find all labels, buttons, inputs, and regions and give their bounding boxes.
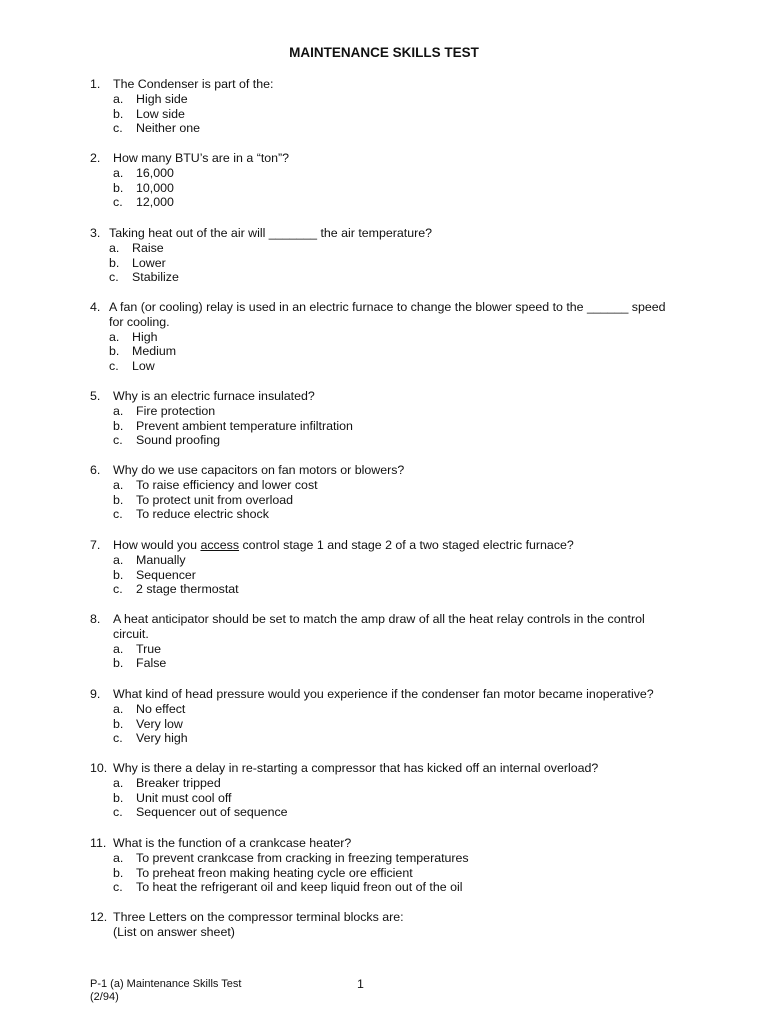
option-text: Raise	[132, 240, 164, 255]
question-number: 9.	[90, 687, 101, 701]
question-stem: What kind of head pressure would you experience if the condenser fan motor became inoperative?	[113, 687, 654, 701]
option	[90, 731, 690, 746]
option	[90, 717, 690, 732]
option	[90, 359, 690, 374]
option	[90, 256, 690, 271]
question-9	[90, 687, 690, 746]
document-title: MAINTENANCE SKILLS TEST	[289, 45, 479, 60]
option-letter: a.	[113, 403, 124, 418]
question-8	[90, 612, 690, 671]
option-letter: c.	[113, 731, 123, 746]
question-stem-continued: (List on answer sheet)	[113, 924, 235, 939]
option-text: Manually	[136, 552, 186, 567]
option	[90, 507, 690, 522]
option	[90, 404, 690, 419]
footer-line: P-1 (a) Maintenance Skills Test	[90, 978, 242, 990]
footer-label	[90, 978, 241, 1004]
option	[90, 166, 690, 181]
question-1	[90, 77, 690, 136]
option-text: To reduce electric shock	[136, 507, 269, 522]
option-text: Neither one	[136, 121, 201, 136]
option-letter: b.	[113, 418, 124, 433]
option-text: Sequencer out of sequence	[136, 805, 288, 820]
option-text: 10,000	[136, 180, 174, 195]
question-12	[90, 910, 690, 940]
option	[90, 702, 690, 717]
option	[90, 656, 690, 671]
option-text: Breaker tripped	[136, 775, 221, 790]
question-stem: How many BTU’s are in a “ton”?	[113, 151, 290, 165]
underlined-word: access	[200, 538, 240, 552]
question-stem: Why is an electric furnace insulated?	[113, 389, 315, 403]
option	[90, 880, 690, 895]
option-text: Low side	[136, 106, 185, 121]
option-text: True	[136, 641, 162, 656]
question-4	[90, 300, 690, 374]
option-letter: a.	[109, 240, 120, 255]
option	[90, 92, 690, 107]
question-2	[90, 151, 690, 210]
option	[90, 419, 690, 434]
option-letter: c.	[113, 433, 123, 448]
option	[90, 866, 690, 881]
question-stem: What is the function of a crankcase heater?	[113, 836, 352, 850]
option-letter: b.	[113, 567, 124, 582]
question-number: 4.	[90, 300, 101, 314]
option-text: 2 stage thermostat	[136, 582, 239, 597]
question-stem: Why do we use capacitors on fan motors or blowers?	[113, 463, 405, 477]
question-number: 10.	[90, 761, 108, 775]
question-stem-part: control stage 1 and stage 2 of a two staged electric furnace?	[239, 538, 574, 552]
question-number: 12.	[90, 910, 108, 924]
option-text: Very high	[136, 731, 188, 746]
question-number: 3.	[90, 226, 101, 240]
option-letter: b.	[113, 492, 124, 507]
question-3	[90, 226, 690, 285]
option-letter: c.	[113, 507, 123, 522]
option-letter: c.	[109, 270, 119, 285]
option-letter: a.	[113, 552, 124, 567]
option-text: 16,000	[136, 165, 174, 180]
question-number: 1.	[90, 77, 101, 91]
question-5	[90, 389, 690, 448]
option	[90, 478, 690, 493]
option-text: False	[136, 656, 167, 671]
option	[90, 805, 690, 820]
option-text: Prevent ambient temperature infiltration	[136, 418, 353, 433]
option-text: Medium	[132, 344, 177, 359]
option-letter: b.	[113, 106, 124, 121]
option-letter: c.	[113, 195, 123, 210]
question-6	[90, 463, 690, 522]
option	[90, 195, 690, 210]
option-letter: c.	[109, 359, 119, 374]
option-letter: c.	[113, 582, 123, 597]
option-text: Lower	[132, 255, 166, 270]
option	[90, 851, 690, 866]
option-text: High side	[136, 91, 188, 106]
question-number: 5.	[90, 389, 101, 403]
option	[90, 344, 690, 359]
option-letter: a.	[113, 165, 124, 180]
question-stem: Why is there a delay in re-starting a compressor that has kicked off an internal overload?	[113, 761, 599, 775]
option	[90, 553, 690, 568]
option	[90, 568, 690, 583]
option-text: To raise efficiency and lower cost	[136, 477, 318, 492]
option-text: High	[132, 329, 158, 344]
option-text: Sequencer	[136, 567, 196, 582]
option-letter: b.	[109, 344, 120, 359]
option-text: To protect unit from overload	[136, 492, 294, 507]
option-letter: c.	[113, 880, 123, 895]
option-letter: a.	[113, 477, 124, 492]
option-letter: a.	[113, 641, 124, 656]
option-letter: b.	[109, 255, 120, 270]
option	[90, 181, 690, 196]
option	[90, 107, 690, 122]
option	[90, 121, 690, 136]
option-letter: a.	[113, 775, 124, 790]
option-letter: b.	[113, 716, 124, 731]
question-stem: Taking heat out of the air will _______ the air temperature?	[109, 226, 433, 240]
option-text: Very low	[136, 716, 183, 731]
option	[90, 791, 690, 806]
option	[90, 493, 690, 508]
option-text: Sound proofing	[136, 433, 221, 448]
option	[90, 241, 690, 256]
option	[90, 433, 690, 448]
option	[90, 776, 690, 791]
option-text: Stabilize	[132, 270, 179, 285]
question-10	[90, 761, 690, 820]
question-7	[90, 538, 690, 597]
option	[90, 642, 690, 657]
question-stem-part: How would you	[113, 538, 201, 552]
question-stem	[113, 538, 690, 553]
option-text: Unit must cool off	[136, 790, 232, 805]
option-text: Fire protection	[136, 403, 216, 418]
question-stem: The Condenser is part of the:	[113, 77, 274, 91]
question-stem-continued: circuit.	[113, 626, 149, 641]
footer-line: (2/94)	[90, 991, 119, 1003]
option	[90, 330, 690, 345]
option-letter: a.	[113, 91, 124, 106]
question-number: 7.	[90, 538, 101, 552]
option-letter: c.	[113, 805, 123, 820]
question-stem: A heat anticipator should be set to match the amp draw of all the heat relay controls in the control	[113, 612, 645, 626]
option-letter: b.	[113, 180, 124, 195]
page-number: 1	[357, 977, 364, 991]
option-letter: c.	[113, 121, 123, 136]
option-text: To prevent crankcase from cracking in freezing temperatures	[136, 850, 469, 865]
option-text: No effect	[136, 701, 186, 716]
question-number: 2.	[90, 151, 101, 165]
option-letter: b.	[113, 656, 124, 671]
option-text: To preheat freon making heating cycle ore efficient	[136, 865, 413, 880]
option-text: Low	[132, 359, 155, 374]
option-letter: b.	[113, 865, 124, 880]
question-number: 8.	[90, 612, 101, 626]
option	[90, 582, 690, 597]
option-letter: a.	[113, 850, 124, 865]
question-stem: A fan (or cooling) relay is used in an electric furnace to change the blower speed to the ______ speed	[109, 300, 666, 314]
option	[90, 270, 690, 285]
option-text: 12,000	[136, 195, 174, 210]
option-text: To heat the refrigerant oil and keep liquid freon out of the oil	[136, 880, 463, 895]
question-number: 6.	[90, 463, 101, 477]
question-number: 11.	[90, 836, 107, 850]
question-stem-continued: for cooling.	[109, 314, 170, 329]
question-stem: Three Letters on the compressor terminal blocks are:	[113, 910, 404, 924]
option-letter: b.	[113, 790, 124, 805]
option-letter: a.	[113, 701, 124, 716]
option-letter: a.	[109, 329, 120, 344]
question-11	[90, 836, 690, 895]
